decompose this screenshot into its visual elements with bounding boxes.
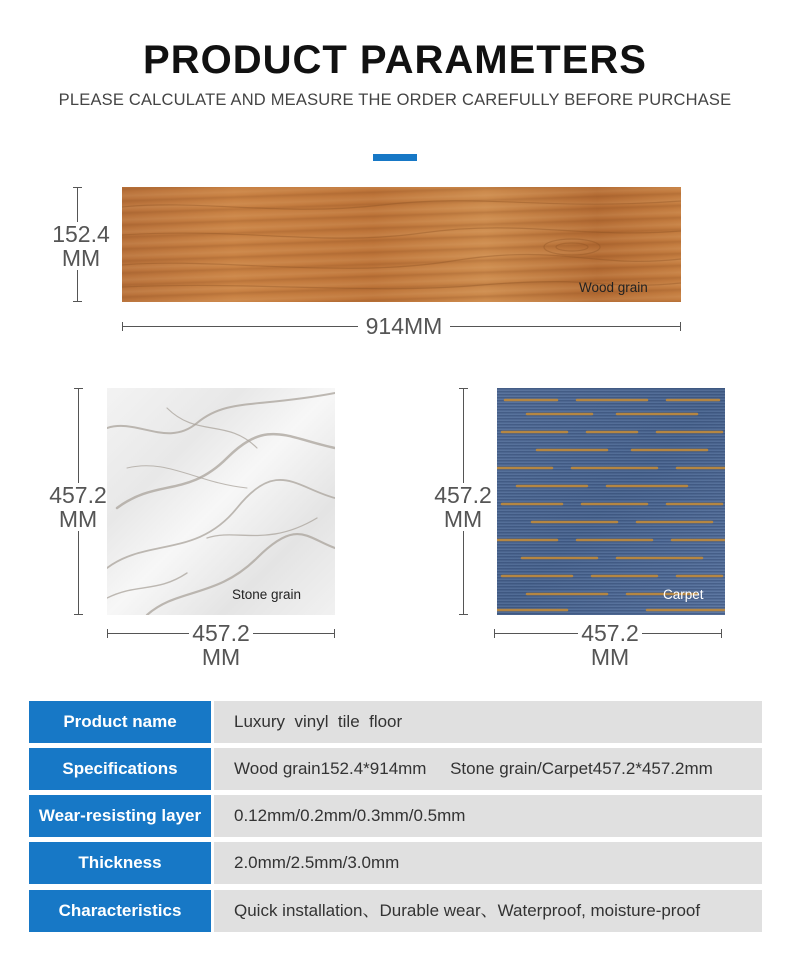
carpet-height-label: [431, 483, 495, 531]
wood-width-tick-left: [122, 322, 123, 331]
stone-grain-texture: [107, 388, 335, 615]
carpet-width-unit: MM: [590, 644, 630, 670]
carpet-height-value: 457.2: [434, 482, 492, 508]
param-row-specifications: [29, 748, 762, 790]
wood-width-tick-right: [680, 322, 681, 331]
carpet-width-label: [578, 621, 642, 669]
accent-bar: [373, 154, 417, 161]
param-value: 0.12mm/0.2mm/0.3mm/0.5mm: [211, 795, 762, 837]
wood-height-tick-bottom: [73, 301, 82, 302]
wood-grain-tile: [122, 187, 681, 302]
param-row-product-name: [29, 701, 762, 743]
param-value: Quick installation、Durable wear、Waterproof, moisture-proof: [211, 890, 762, 932]
wood-grain-label: Wood grain: [579, 280, 648, 295]
param-value: Luxury vinyl tile floor: [211, 701, 762, 743]
param-row-characteristics: [29, 890, 762, 932]
param-label: Wear-resisting layer: [29, 795, 211, 837]
wood-width-label: 914MM: [358, 314, 450, 338]
wood-height-tick-top: [73, 187, 82, 188]
carpet-height-unit: MM: [443, 506, 483, 532]
param-value: Wood grain152.4*914mm Stone grain/Carpet457.2*457.2mm: [211, 748, 762, 790]
param-label: Thickness: [29, 842, 211, 884]
stone-width-tick-left: [107, 629, 108, 638]
stone-width-value: 457.2: [192, 620, 250, 646]
carpet-width-tick-right: [721, 629, 722, 638]
stone-width-unit: MM: [201, 644, 241, 670]
stone-grain-tile: [107, 388, 335, 615]
wood-height-value: 152.4: [52, 221, 110, 247]
stone-grain-label: Stone grain: [232, 587, 302, 602]
stone-height-unit: MM: [58, 506, 98, 532]
carpet-height-tick-top: [459, 388, 468, 389]
wood-height-label: [50, 222, 112, 270]
stone-width-label: [189, 621, 253, 669]
param-row-wear-layer: [29, 795, 762, 837]
stone-height-tick-bottom: [74, 614, 83, 615]
stone-height-value: 457.2: [49, 482, 107, 508]
param-label: Characteristics: [29, 890, 211, 932]
carpet-label: Carpet: [663, 587, 704, 602]
page-title: PRODUCT PARAMETERS: [143, 38, 647, 82]
carpet-width-tick-left: [494, 629, 495, 638]
param-label: Specifications: [29, 748, 211, 790]
page-subtitle: PLEASE CALCULATE AND MEASURE THE ORDER CAREFULLY BEFORE PURCHASE: [58, 91, 732, 109]
carpet-tile: [497, 388, 725, 615]
stone-width-tick-right: [334, 629, 335, 638]
carpet-width-value: 457.2: [581, 620, 639, 646]
wood-height-unit: MM: [61, 245, 101, 271]
carpet-height-tick-bottom: [459, 614, 468, 615]
param-value: 2.0mm/2.5mm/3.0mm: [211, 842, 762, 884]
carpet-texture: [497, 388, 725, 615]
stone-height-tick-top: [74, 388, 83, 389]
stone-height-label: [46, 483, 110, 531]
param-row-thickness: [29, 842, 762, 884]
param-label: Product name: [29, 701, 211, 743]
